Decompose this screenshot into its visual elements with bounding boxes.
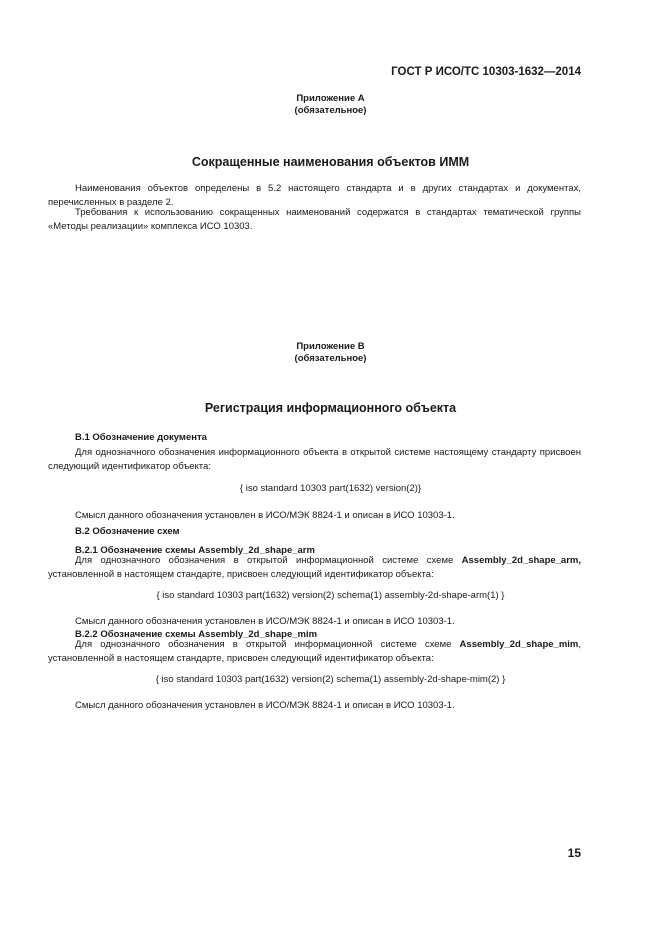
b21-note: Смысл данного обозначения установлен в ИСО/МЭК 8824-1 и описан в ИСО 10303-1. — [75, 616, 455, 627]
b21-heading: B.2.1 Обозначение схемы Assembly_2d_shape_arm — [75, 545, 315, 556]
b22-object-identifier: { iso standard 10303 part(1632) version(2) schema(1) assembly-2d-shape-mim(2) } — [155, 674, 506, 685]
b2-heading: B.2 Обозначение схем — [75, 526, 180, 537]
b22-text — [48, 638, 581, 666]
annex-b-title: Регистрация информационного объекта — [204, 401, 457, 415]
b21-text-start: Для однозначного обозначения в открытой информационной системе схеме — [75, 555, 462, 566]
b1-object-identifier: { iso standard 10303 part(1632) version(2)} — [239, 483, 422, 494]
annex-b-heading — [0, 341, 661, 365]
b21-text-end: установленной в настоящем стандарте, присвоен следующий идентификатор объекта: — [48, 569, 434, 580]
b22-note: Смысл данного обозначения установлен в ИСО/МЭК 8824-1 и описан в ИСО 10303-1. — [75, 700, 455, 711]
annex-a-label: Приложение A — [296, 93, 365, 104]
annex-a-paragraph-1: Наименования объектов определены в 5.2 настоящего стандарта и в других стандартах и документах, перечисленных в разделе 2. — [48, 183, 581, 208]
annex-b-status: (обязательное) — [294, 353, 367, 364]
annex-b-label: Приложение B — [296, 341, 365, 352]
b22-text-start: Для однозначного обозначения в открытой информационной системе схеме — [75, 639, 460, 650]
b22-heading: B.2.2 Обозначение схемы Assembly_2d_shape_mim — [75, 629, 318, 640]
b1-heading: B.1 Обозначение документа — [75, 432, 207, 443]
page-number: 15 — [567, 846, 581, 860]
b21-schema-name: Assembly_2d_shape_arm, — [461, 555, 581, 566]
document-id: ГОСТ Р ИСО/ТС 10303-1632—2014 — [391, 66, 581, 78]
annex-a-status: (обязательное) — [294, 105, 367, 116]
b21-text — [48, 554, 581, 582]
b1-text: Для однозначного обозначения информационного объекта в открытой системе настоящему стандарту присвоен следующий идентификатор объекта: — [48, 447, 581, 472]
b21-object-identifier: { iso standard 10303 part(1632) version(2) schema(1) assembly-2d-shape-arm(1) } — [156, 590, 505, 601]
b22-schema-name: Assembly_2d_shape_mim — [459, 639, 579, 650]
annex-a-heading — [0, 93, 661, 117]
b1-note: Смысл данного обозначения установлен в ИСО/МЭК 8824-1 и описан в ИСО 10303-1. — [75, 510, 455, 521]
annex-a-title: Сокращенные наименования объектов ИММ — [191, 155, 470, 169]
b22-text-end: , установленной в настоящем стандарте, присвоен следующий идентификатор объекта: — [48, 639, 581, 664]
annex-a-paragraph-2: Требования к использованию сокращенных наименований содержатся в стандартах тематической группы «Методы реализации» комплекса ИСО 10303. — [48, 207, 581, 232]
